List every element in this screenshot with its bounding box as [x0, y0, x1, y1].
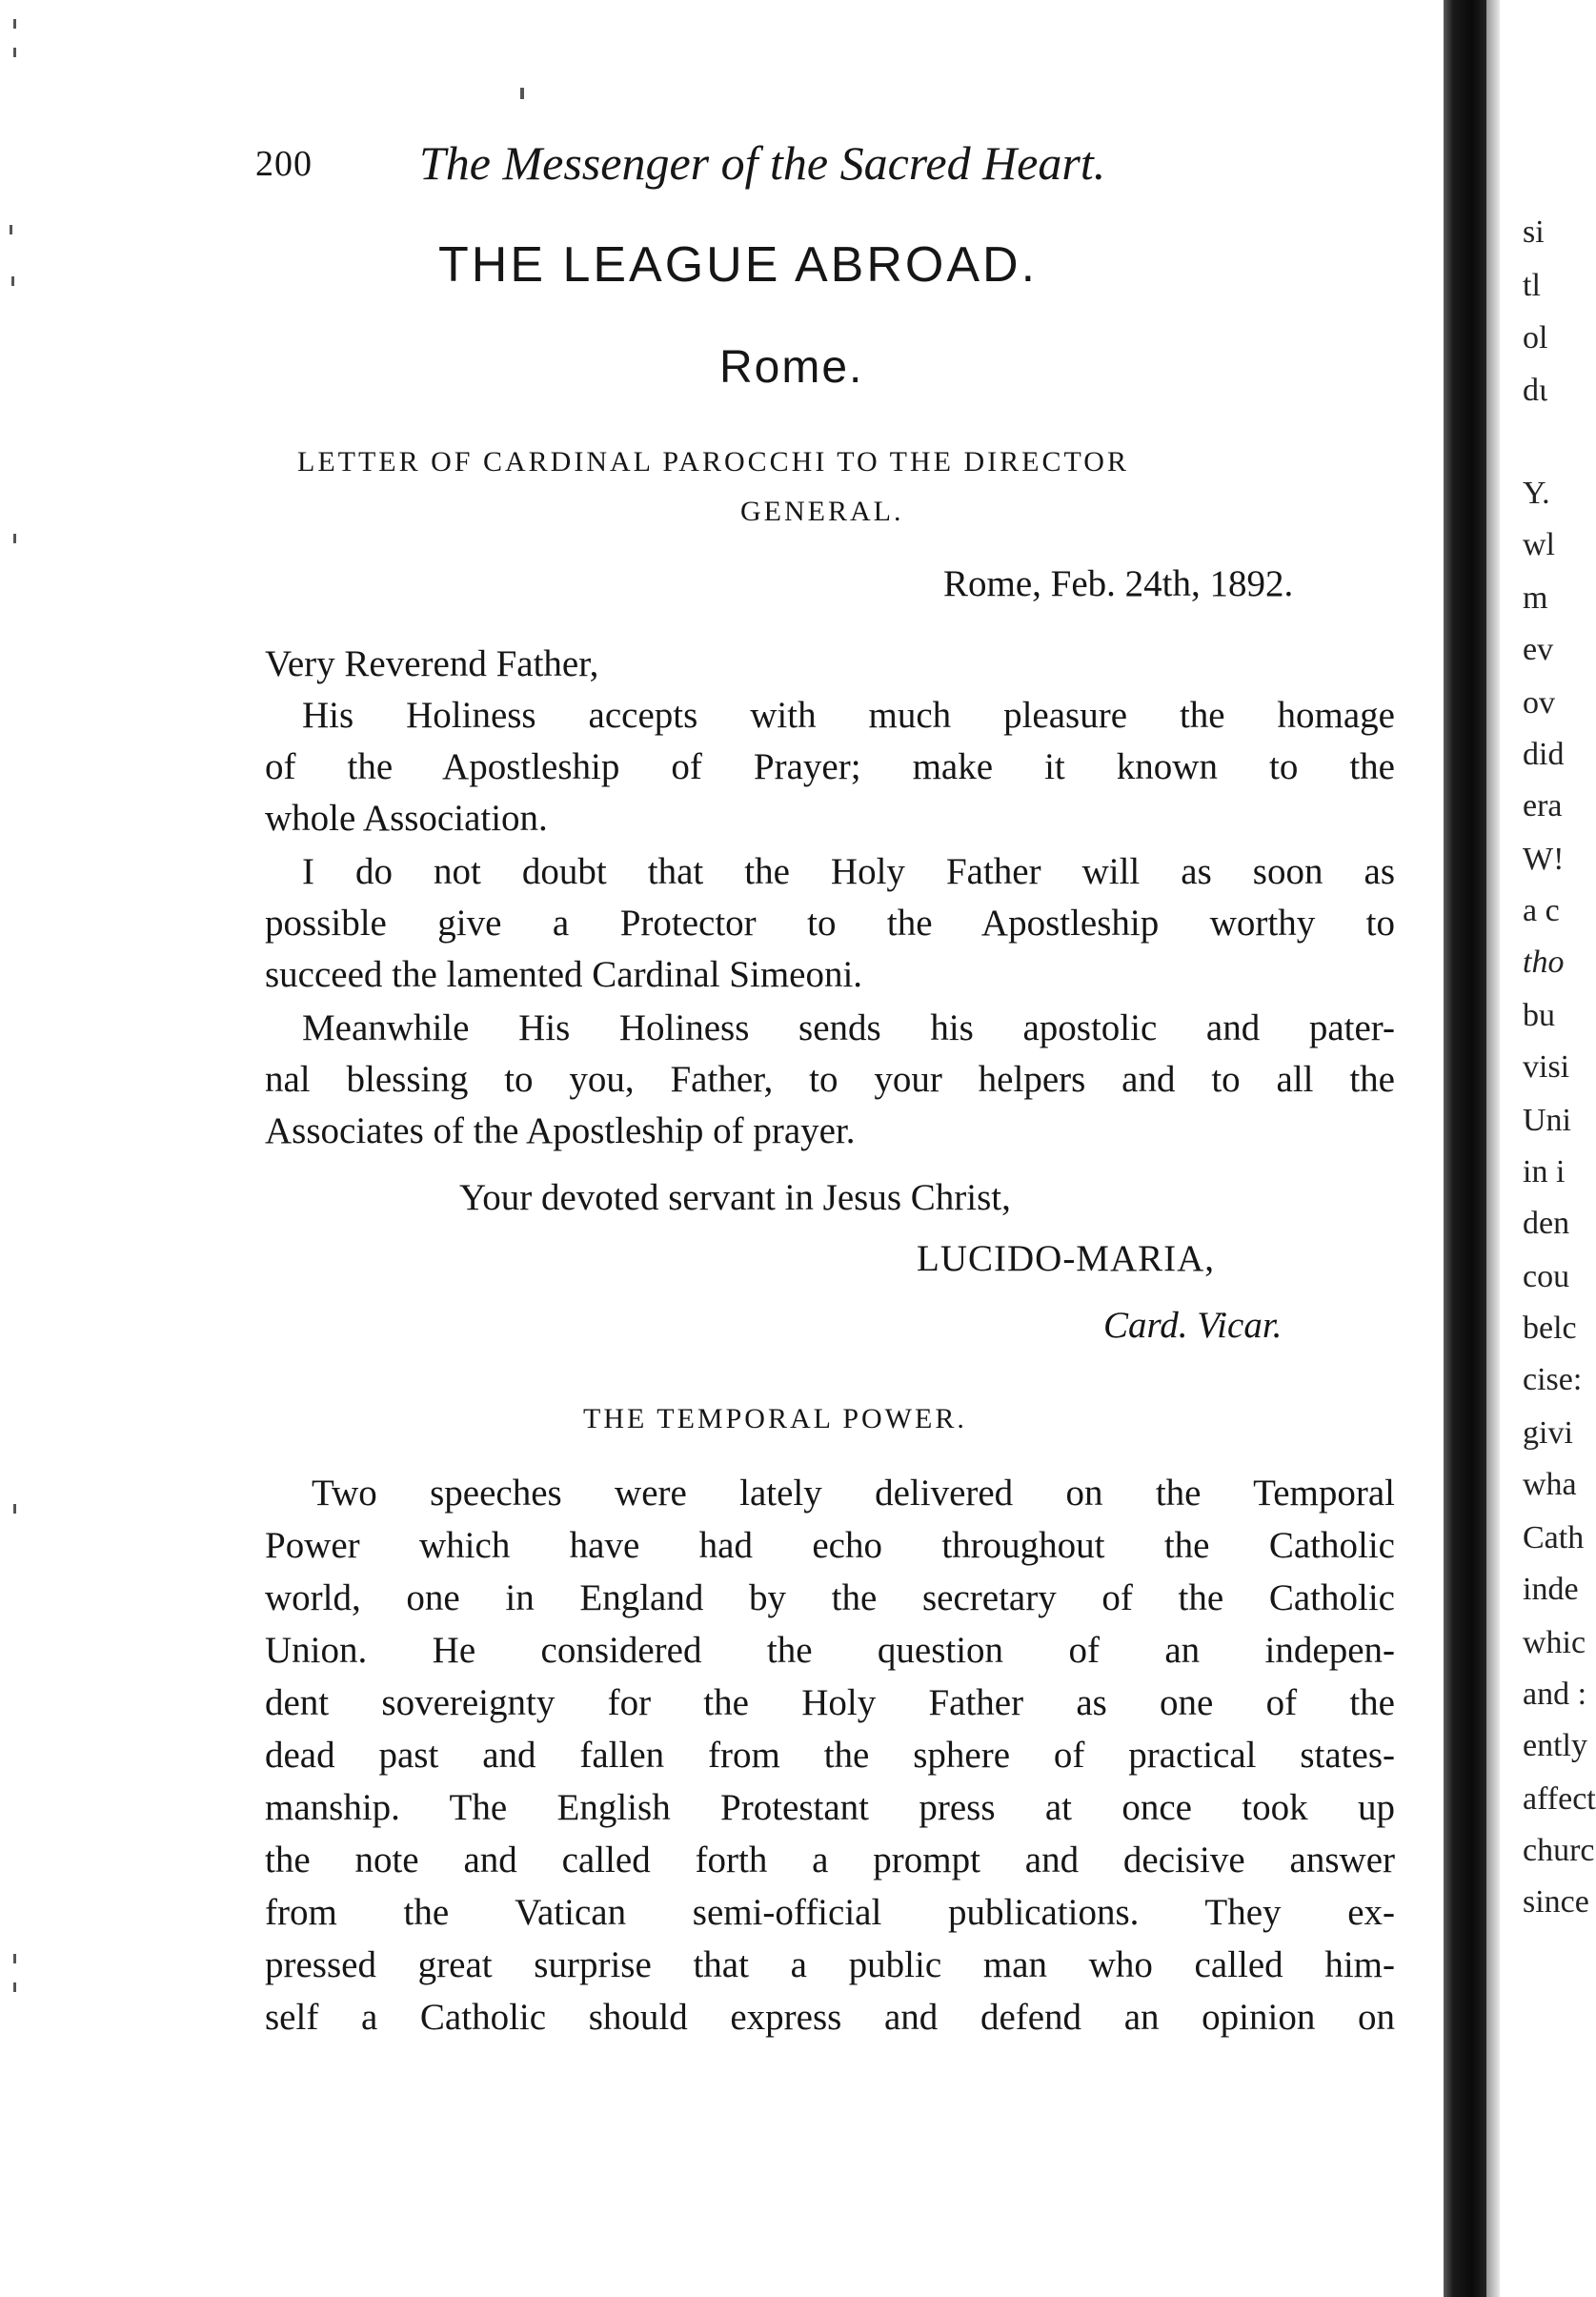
- facing-page-fragment: m: [1523, 580, 1548, 616]
- temporal-line: pressed great surprise that a public man who called him-: [265, 1944, 1395, 1985]
- facing-page-fragment: whic: [1523, 1625, 1586, 1660]
- letter-heading: LETTER OF CARDINAL PAROCCHI TO THE DIRECTOR: [297, 446, 1129, 478]
- facing-page-fragment: visi: [1523, 1049, 1570, 1085]
- temporal-line: self a Catholic should express and defend an opinion on: [265, 1997, 1395, 2038]
- facing-page-fragment: ov: [1523, 685, 1555, 721]
- facing-page-fragment: churc: [1523, 1833, 1595, 1868]
- page-number: 200: [255, 144, 313, 184]
- temporal-line: from the Vatican semi-official publications. They ex-: [265, 1892, 1395, 1933]
- facing-page-fragment: affect: [1523, 1781, 1596, 1817]
- margin-speck: [520, 88, 524, 99]
- facing-page-fragment: and :: [1523, 1677, 1587, 1712]
- margin-speck: [13, 1954, 16, 1963]
- place-heading: Rome.: [719, 342, 864, 393]
- facing-page-fragment: since: [1523, 1884, 1589, 1920]
- facing-page-fragment: W!: [1523, 842, 1565, 877]
- temporal-line: Power which have had echo throughout the Catholic: [265, 1525, 1395, 1566]
- letter-signature: LUCIDO-MARIA,: [917, 1238, 1216, 1279]
- margin-speck: [13, 534, 16, 543]
- temporal-line: manship. The English Protestant press at once took up: [265, 1787, 1395, 1828]
- letter-dateline: Rome, Feb. 24th, 1892.: [943, 563, 1294, 604]
- running-title: The Messenger of the Sacred Heart.: [419, 136, 1106, 190]
- facing-page-fragment: dι: [1523, 373, 1548, 408]
- binding-gutter: [1444, 0, 1491, 2297]
- facing-page-fragment: era: [1523, 788, 1563, 823]
- temporal-line: Union. He considered the question of an indepen-: [265, 1630, 1395, 1671]
- letter-line: Meanwhile His Holiness sends his apostolic and pater-: [302, 1007, 1395, 1048]
- facing-page-fragment: wl: [1523, 527, 1555, 562]
- facing-page-fragment: Uni: [1523, 1103, 1571, 1138]
- section-heading: THE LEAGUE ABROAD.: [438, 237, 1039, 293]
- facing-page-fragment: si: [1523, 214, 1545, 250]
- margin-speck: [10, 225, 12, 234]
- letter-line: Associates of the Apostleship of prayer.: [265, 1110, 856, 1151]
- temporal-line: the note and called forth a prompt and decisive answer: [265, 1840, 1395, 1880]
- letter-heading-continued: GENERAL.: [740, 496, 904, 527]
- binding-gutter-edge: [1486, 0, 1500, 2297]
- facing-page-fragment: a c: [1523, 893, 1560, 928]
- letter-closing: Your devoted servant in Jesus Christ,: [459, 1177, 1011, 1218]
- letter-signature-title: Card. Vicar.: [1103, 1305, 1283, 1346]
- letter-line: His Holiness accepts with much pleasure the homage: [302, 695, 1395, 736]
- letter-line: possible give a Protector to the Apostleship worthy to: [265, 903, 1395, 944]
- facing-page-fragment: tho: [1523, 945, 1565, 980]
- margin-speck: [13, 1982, 16, 1992]
- facing-page-fragment: Cath: [1523, 1520, 1585, 1555]
- temporal-line: dead past and fallen from the sphere of practical states-: [265, 1735, 1395, 1776]
- temporal-line: world, one in England by the secretary of the Catholic: [265, 1577, 1395, 1618]
- facing-page-fragment: ev: [1523, 632, 1554, 667]
- temporal-line: Two speeches were lately delivered on the Temporal: [312, 1473, 1395, 1514]
- facing-page-fragment: inde: [1523, 1572, 1579, 1607]
- margin-speck: [13, 48, 16, 57]
- facing-page-fragment: wha: [1523, 1467, 1577, 1502]
- facing-page-fragment: cou: [1523, 1259, 1570, 1294]
- facing-page-fragment: did: [1523, 737, 1565, 772]
- letter-salutation: Very Reverend Father,: [265, 643, 599, 684]
- margin-speck: [13, 19, 16, 29]
- facing-page-fragment: in i: [1523, 1154, 1566, 1189]
- facing-page-fragment: den: [1523, 1206, 1570, 1241]
- facing-page-fragment: givi: [1523, 1415, 1573, 1451]
- temporal-line: dent sovereignty for the Holy Father as one of the: [265, 1682, 1395, 1723]
- margin-speck: [13, 1504, 16, 1514]
- letter-line: whole Association.: [265, 798, 548, 839]
- facing-page-fragment: Y.: [1523, 476, 1550, 511]
- facing-page-fragment: bu: [1523, 998, 1555, 1033]
- margin-speck: [11, 276, 14, 286]
- facing-page-fragment: ently: [1523, 1728, 1587, 1763]
- letter-line: succeed the lamented Cardinal Simeoni.: [265, 954, 863, 995]
- letter-line: nal blessing to you, Father, to your helpers and to all the: [265, 1059, 1395, 1100]
- letter-line: of the Apostleship of Prayer; make it known to the: [265, 746, 1395, 787]
- facing-page-fragment: tl: [1523, 268, 1541, 303]
- facing-page-fragment: cise:: [1523, 1362, 1583, 1397]
- facing-page-fragment: belc: [1523, 1311, 1577, 1346]
- temporal-power-heading: THE TEMPORAL POWER.: [583, 1403, 967, 1434]
- letter-line: I do not doubt that the Holy Father will as soon as: [302, 851, 1395, 892]
- facing-page-fragment: ol: [1523, 320, 1548, 356]
